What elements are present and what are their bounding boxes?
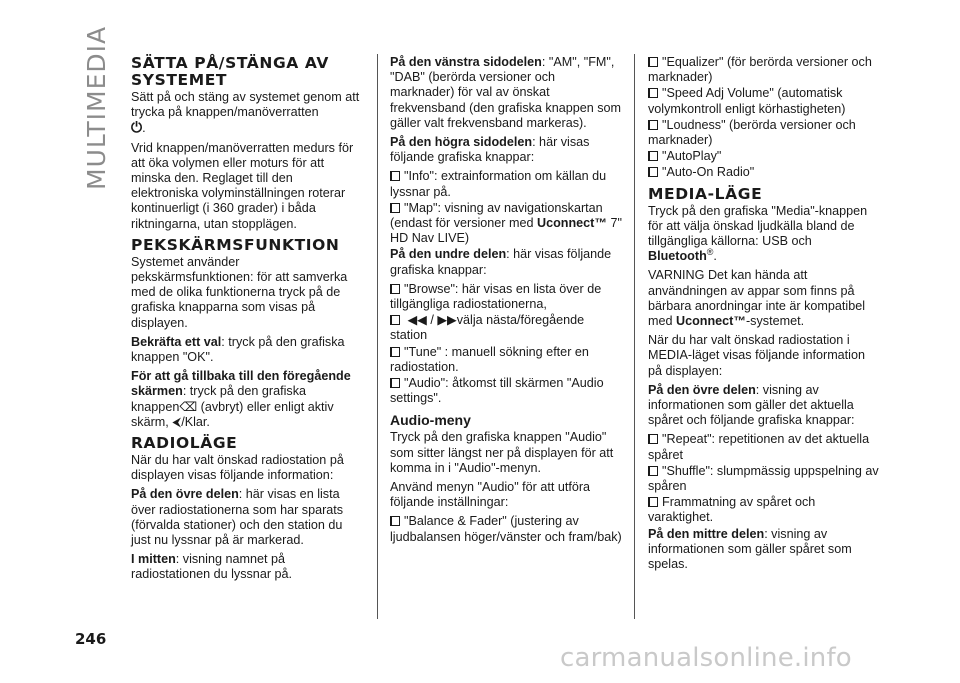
back-arrow-icon: ⮜ [172, 414, 182, 429]
list-item: "Shuffle": slumpmässig uppspelning av spåren [648, 463, 879, 494]
list-item: "Map": visning av navigationskartan (endast för versioner med Uconnect™ 7" HD Nav LIVE) [390, 200, 622, 246]
heading-audio-meny: Audio-meny [390, 412, 471, 429]
column-3 [648, 55, 880, 576]
heading-media: MEDIA-LÄGE [648, 184, 763, 203]
previous-track-icon: ◀◀ [407, 313, 427, 328]
column-1 [131, 55, 361, 587]
watermark: carmanualsonline.info [560, 643, 852, 673]
page-number: 246 [75, 630, 107, 648]
para-peks: Systemet använder pekskärmsfunktionen: för att samverka med de olika funktionerna tryck på de grafiska knapparna som visas på displayen. [131, 254, 348, 330]
list-item: "Speed Adj Volume" (automatisk volymkontroll enligt körhastigheten) [648, 86, 846, 116]
column-2 [390, 55, 622, 546]
checkbox-icon [648, 57, 657, 67]
para-tillbaka: För att gå tillbaka till den föregående skärmen: tryck på den grafiska knappen⌫ (avbryt) eller enligt aktiv skärm, ⮜/Klar. [131, 369, 351, 429]
para-varning: VARNING Det kan hända att användningen av appar som finns på bärbara anordningar inte är kompatibel med Uconnect™-systemet. [648, 268, 866, 329]
side-section-label: MULTIMEDIA [82, 25, 111, 190]
para-media: Tryck på den grafiska "Media"-knappen för att välja önskad ljudkälla bland de tillgängliga källorna: USB och Bluetooth®. [648, 203, 868, 264]
list-item: Frammatning av spåret och varaktighet. [648, 495, 816, 525]
heading-satta: SÄTTA PÅ/STÄNGA AV SYSTEMET [131, 54, 330, 89]
heading-peks: PEKSKÄRMSFUNKTION [131, 235, 340, 254]
para-radio: När du har valt önskad radiostation på displayen visas följande information: [131, 453, 344, 483]
list-item: "Loudness" (berörda versioner och marknader) [648, 117, 856, 148]
list-item: "Info": extrainformation om källan du lyssnar på. [390, 169, 607, 199]
checkbox-icon [648, 151, 657, 161]
list-item: "Audio": åtkomst till skärmen "Audio settings". [390, 376, 604, 406]
checkbox-icon [648, 88, 657, 98]
power-icon: ⏻ [131, 119, 143, 136]
para-vrid: Vrid knappen/manöverratten medurs för att öka volymen eller moturs för att minska den. Reglaget till den elektroniska volyminställningen roterar kontinuerligt (i 360 grader) i båda riktningarna, utan stopplägen. [131, 140, 354, 231]
checkbox-icon [648, 167, 657, 177]
next-track-icon: ▶▶ [437, 313, 457, 328]
column-divider-2 [634, 54, 635, 619]
list-item: "AutoPlay" [648, 149, 880, 164]
column-divider-1 [377, 54, 378, 619]
para-vanstra: På den vänstra sidodelen: "AM", "FM", "DAB" (berörda versioner och marknader) för val av önskat frekvensband (den grafiska knappen som gäller valt frekvensband markeras). [390, 55, 622, 130]
para-hogra: På den högra sidodelen: här visas följande grafiska knappar: [390, 135, 590, 165]
list-item: "Balance & Fader" (justering av ljudbalansen höger/vänster och fram/bak) [390, 514, 622, 544]
para-bekrafta: Bekräfta ett val: tryck på den grafiska knappen "OK". [131, 334, 345, 365]
list-item: "Repeat": repetitionen av det aktuella spåret [648, 432, 870, 462]
checkbox-icon [648, 434, 657, 444]
para-ovre: På den övre delen: här visas en lista över radiostationerna som har sparats (förvalda stationer) och den station du just nu lyssnar på är markerad. [131, 487, 344, 548]
checkbox-icon [390, 378, 399, 388]
list-item: "Browse": här visas en lista över de tillgängliga radiostationerna, [390, 281, 602, 312]
checkbox-icon [390, 516, 399, 526]
cancel-icon: ⌫ [179, 399, 198, 414]
para-mitten: I mitten: visning namnet på radiostationen du lyssnar på. [131, 552, 293, 582]
para-ovre-media: På den övre delen: visning av informationen som gäller det aktuella spåret och följande grafiska knappar: [648, 382, 855, 428]
para-mittre: På den mittre delen: visning av informationen som gäller spåret som spelas. [648, 526, 852, 572]
checkbox-icon [648, 466, 657, 476]
checkbox-icon [390, 315, 399, 325]
list-item: ◀◀ / ▶▶välja nästa/föregående station [390, 313, 585, 343]
checkbox-icon [648, 120, 657, 130]
list-item: "Equalizer" (för berörda versioner och marknader) [648, 55, 872, 85]
para-audio1: Tryck på den grafiska knappen "Audio" som sitter längst ner på displayen för att komma in i "Audio"-menyn. [390, 430, 614, 475]
para-audio2: Använd menyn "Audio" för att utföra följande inställningar: [390, 480, 591, 510]
checkbox-icon [390, 203, 399, 213]
para-undre: På den undre delen: här visas följande grafiska knappar: [390, 247, 612, 277]
heading-radio: RADIOLÄGE [131, 434, 238, 453]
para-nar: När du har valt önskad radiostation i MEDIA-läget visas följande information på displayen: [648, 333, 865, 378]
checkbox-icon [390, 347, 399, 357]
list-item: "Auto-On Radio" [648, 165, 880, 180]
checkbox-icon [390, 284, 399, 294]
list-item: "Tune" : manuell sökning efter en radiostation. [390, 344, 589, 374]
para-satta: Sätt på och stäng av systemet genom att trycka på knappen/manöverratten ⏻. [131, 90, 360, 136]
checkbox-icon [390, 171, 399, 181]
checkbox-icon [648, 497, 657, 507]
